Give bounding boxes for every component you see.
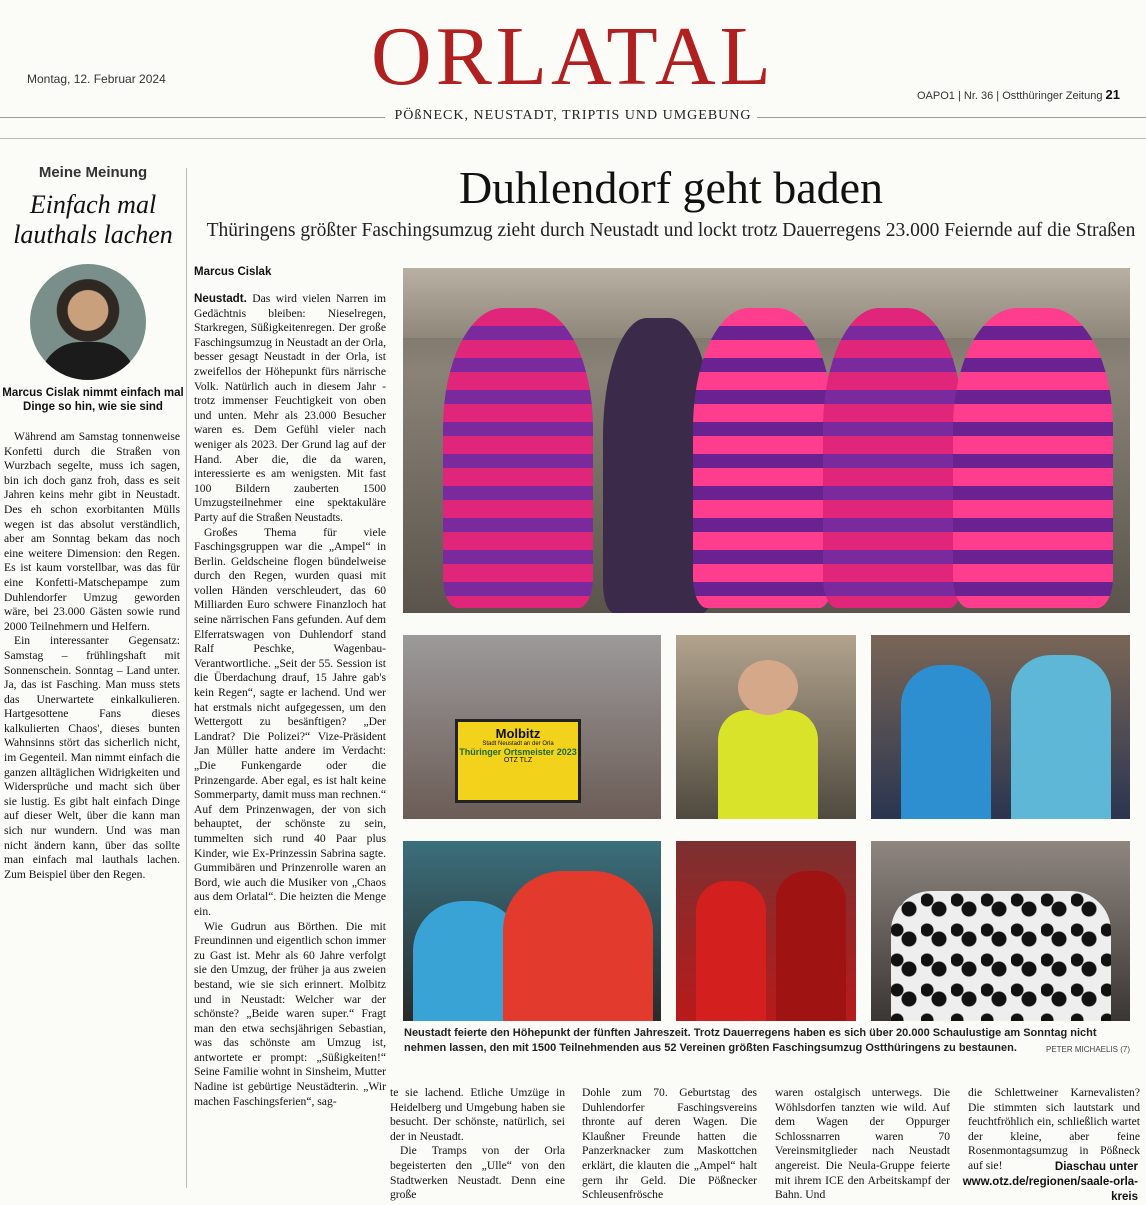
author-avatar xyxy=(30,264,146,380)
masthead-rule-right xyxy=(757,117,1146,118)
main-photo xyxy=(403,268,1130,613)
article-column-3 xyxy=(582,1086,757,1203)
article-paragraph: waren ostalgisch unterwegs. Die Wöhlsdorfen tanzten wie wild. Auf dem Wagen der Oppurger Schlossnarren waren 70 Vereinsmitglieder nach Neustadt angereist. Die Neula-Gruppe feierte mit ihrem ICE den Arbeitskampf der Bahn. Und xyxy=(775,1086,950,1202)
photo-blue-costumes xyxy=(871,635,1130,819)
masthead xyxy=(0,0,1146,140)
photo-molbitz xyxy=(403,635,661,819)
opinion-paragraph: Ein interessanter Gegensatz: Samstag – frühlingshaft mit Sonnenschein. Sonntag – Land unter. Ja, das ist Fasching. Man muss stets das Unerwartete einkalkulieren. Hartgesottene Fans dieses kalkulierten Chaos', dieses bunten Wahnsinns stört das sicherlich nicht, im Gegenteil. Man nimmt einfach die ganzen alltäglichen Widrigkeiten und Widersprüche und macht sich über sie lustig. Es gibt halt einfach Dinge auf dieser Welt, über die kann man sich nur wundern. Und was man nicht ändern kann, über das sollte man einfach mal lauthals lachen. Zum Beispiel über den Regen. xyxy=(4,634,180,881)
edition-code: OAPO1 | Nr. 36 | Ostthüringer Zeitung xyxy=(917,90,1103,102)
article-column-4 xyxy=(775,1086,950,1203)
masthead-subtitle: PÖßNECK, NEUSTADT, TRIPTIS UND UMGEBUNG xyxy=(394,108,752,123)
photo-caption: Neustadt feierte den Höhepunkt der fünften Jahreszeit. Trotz Dauerregens haben es sich über 20.000 Schaulustige am Sonntag nicht nehmen lassen, den mit 1500 Teilnehmenden aus 52 Vereinen größten Faschingsumzug Ostthüringens zu bestaunen. xyxy=(404,1027,1097,1054)
opinion-sidebar xyxy=(0,150,186,1200)
costume-figure xyxy=(693,308,833,608)
article-column-2 xyxy=(390,1086,565,1203)
masthead-title: ORLATAL xyxy=(371,10,775,103)
costume-figure xyxy=(953,308,1113,608)
opinion-title: Einfach mal lauthals lachen xyxy=(13,190,173,249)
costume-figure xyxy=(823,308,963,608)
author-caption: Marcus Cislak nimmt einfach mal Dinge so hin, wie sie sind xyxy=(2,387,184,413)
costume-figure xyxy=(443,308,593,608)
article-paragraph: te sie lachend. Etliche Umzüge in Heidelberg und Umgebung haben sie besucht. Der schönste, natürlich, sei der in Neustadt. xyxy=(390,1086,565,1143)
photo-rain-ponchos xyxy=(403,841,661,1021)
article-paragraph: Die Tramps von der Orla begeisterten den „Ulle“ von den Stadtwerken Neustadt. Denn eine große xyxy=(390,1144,565,1202)
sign-line-4: OTZ TLZ xyxy=(503,757,533,764)
article-paragraph: die Schlettweiner Karnevalisten? Die stimmten sich lautstark und feuchtfröhlich ein, schließlich wartet der kleine, aber feine Rosenmontagsumzug in Pößneck auf sie! xyxy=(968,1086,1140,1172)
photo-credit: PETER MICHAELIS (7) xyxy=(1045,1045,1130,1054)
molbitz-sign xyxy=(455,719,581,803)
article-paragraph: Großes Thema für viele Faschingsgruppen war die „Ampel“ in Berlin. Geldscheine flogen bündelweise durch den Regen, wurden quasi mit vollen Händen verschleudert, das 60 Milliarden Euro schwere Finanzloch hat seine närrischen Fans gefunden. Auf dem Elferratswagen von Duhlendorf stand Ralf Peschke, Wagenbau-Verantwortliche. „Seit der 55. Session ist die Überdachung drauf, 15 Jahre gab's kein Regen“, sagte er lachend. Und wer hat erstmals nicht aufgegessen, um den Wettergott zu besänftigen? „Der Landrat? Die Polizei?“ Vize-Präsident Jan Müller hatte andere im Verdacht: „Die Funkengarde oder die Prinzengarde. Aber egal, es ist halt keine Sommerparty, damit muss man rechnen.“ Auf dem Prinzenwagen, der von sich behauptet, der schönste zu sein, tummelten sich rund 40 Paar plus Kinder, wie Ex-Prinzessin Sabrina sagte. Gummibären und Prinzenrolle waren an Bord, wie auch die Musiker von „Chaos aus dem Orlatal“. Die heizten die Menge ein. xyxy=(194,525,386,918)
photo-red-costumes xyxy=(676,841,856,1021)
opinion-paragraph: Während am Samstag tonnenweise Konfetti durch die Straßen von Wurzbach segelte, muss ich sagen, bin ich doch ganz froh, dass es seit Jahren keins mehr gibt in Neustadt. Des eh schon exorbitanten Mülls wegen ist das absolut verständlich, aber am Sonntag bekam das noch eine weitere Dimension: den Regen. Es ist kaum vorstellbar, was das für eine Konfetti-Matschepampe zum Duhlendorfer Umzug geworden wäre, bei 23.000 Gästen sowie rund 2000 Teilnehmern und Helfern. xyxy=(4,430,180,633)
slideshow-link[interactable]: Diaschau unter www.otz.de/regionen/saale-orla-kreis xyxy=(962,1161,1138,1203)
photo-dalmatians xyxy=(871,841,1130,1021)
article-subheadline: Thüringens größter Faschingsumzug zieht durch Neustadt und lockt trotz Dauerregens 23.000 Feiernde auf die Straßen xyxy=(206,220,1136,241)
opinion-body xyxy=(4,430,180,882)
page-number: 21 xyxy=(1105,87,1120,102)
photo-vest-man xyxy=(676,635,856,819)
opinion-kicker: Meine Meinung xyxy=(38,164,148,181)
sign-line-1: Molbitz xyxy=(495,726,541,741)
column-divider xyxy=(186,168,187,1188)
article-paragraph: Wie Gudrun aus Börthen. Die mit Freundinnen und eigentlich schon immer zu Gast ist. Mehr als 60 Jahre verfolgt sie den Umzug, der früher ja aus zweien bestand, wie sie sich erinnert. Molbitz und in Neustadt: Welcher war der schönste? „Beide waren super.“ Fragt man den etwa sechsjährigen Sebastian, was das schönste am Umzug ist, antwortete er prompt: „Süßigkeiten!“ Seine Familie wohnt in Sinsheim, Mutter Nadine ist gebürtige Neustädterin. „Wir machen Faschingsferien“, sag- xyxy=(194,919,386,1108)
article-paragraph: Dohle zum 70. Geburtstag des Duhlendorfer Faschingsvereins thronte auf deren Wagen. Die Klaußner Freunde hatten die Panzerknacker zum Maskottchen erklärt, die klauten die „Ampel“ halt gern ihr Geld. Die Pößnecker Schleusenfrösche xyxy=(582,1086,757,1202)
article-headline: Duhlendorf geht baden xyxy=(458,162,884,213)
article-byline: Marcus Cislak xyxy=(194,266,272,278)
issue-date: Montag, 12. Februar 2024 xyxy=(27,72,166,86)
edition-info xyxy=(917,87,1120,102)
lead-paragraph: Das wird vielen Narren im Gedächtnis bleiben: Nieselregen, Starkregen, Süßigkeitenregen. Der große Faschingsumzug in Neustadt an der Orla, besser gesagt Neustadt in der Orla, ist zweifellos der Höhepunkt fürs närrische Volk. Natürlich auch in diesem Jahr - trotz immenser Feuchtigkeit von oben und unten. Mehr als 23.000 Besucher waren es. Dem Gefühl vieler nach weniger als 2023. Der Grund lag auf der Hand. Aber die, die da waren, interessierte es am wenigsten. Mit fast 100 Bildern zauberten 1500 Umzugsteilnehmer eine spektakuläre Party auf die Straßen Neustadts. xyxy=(194,292,386,524)
sign-line-3: Thüringer Ortsmeister 2023 xyxy=(459,747,577,757)
article-column-1 xyxy=(194,292,386,1109)
masthead-rule-bottom xyxy=(0,138,1146,139)
dateline: Neustadt. xyxy=(194,292,247,305)
sign-line-2: Stadt Neustadt an der Orla xyxy=(482,741,554,747)
